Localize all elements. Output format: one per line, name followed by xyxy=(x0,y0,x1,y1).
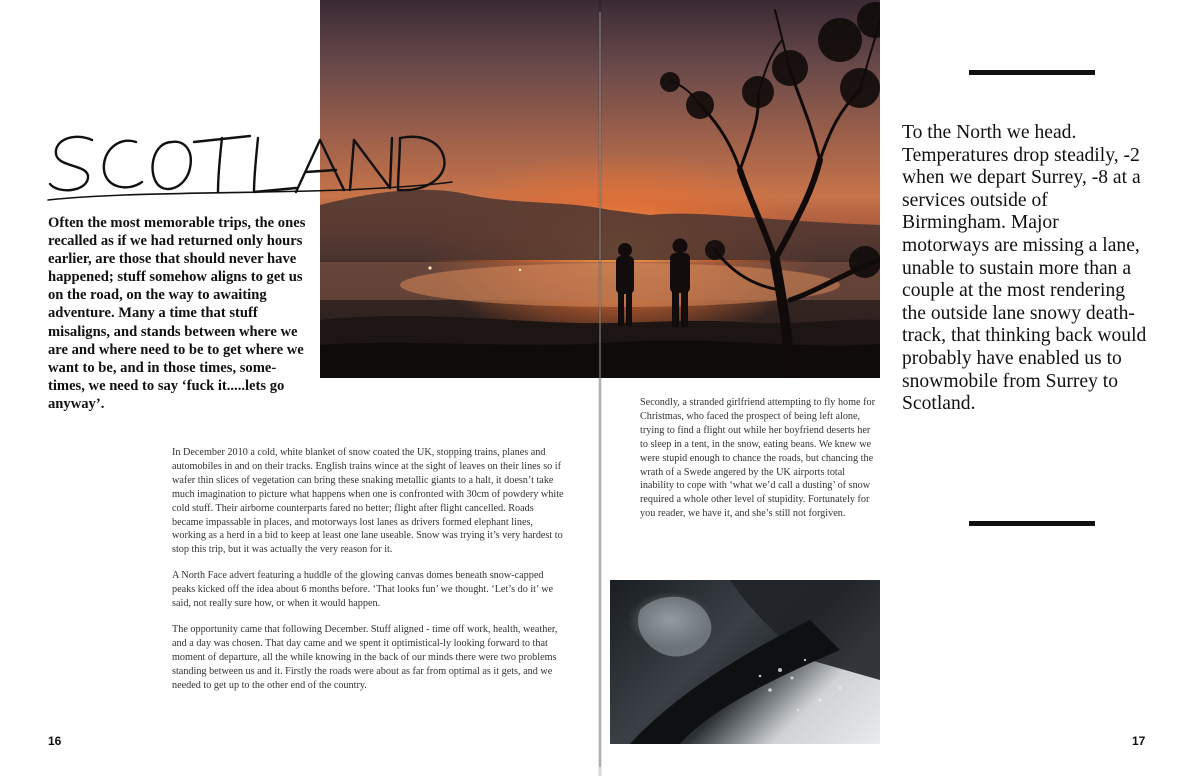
body-text-left xyxy=(172,446,564,705)
spread-gutter-line xyxy=(599,12,601,767)
body-paragraph-1: In December 2010 a cold, white blanket of snow coated the UK, stopping trains, planes and automobiles in and on their tracks. English trains wince at the sight of leaves on their lines so if wafer thin slices of vegetation can bring these snaking metallic giants to a halt, it doesn’t take much imagination to picture what happens when one is confronted with 30cm of powdery white cold stuff. Their airborne counterparts fared no better; flight after flight cancelled. Roads became impassable in places, and motorways lost lanes as drivers formed elephant lines, working as a herd in a bid to keep at least one lane useable. Snow was trying it’s very hardest to stop this trip, but it was actually the very reason for it. xyxy=(172,447,564,556)
body-paragraph-2: A North Face advert featuring a huddle of the glowing canvas domes beneath snow-capped peaks kicked off the idea about 6 months before. ‘That looks fun’ we thought. ‘Let’s do it’ we said, not really sure how, or when it would happen. xyxy=(172,570,554,610)
intro-paragraph: Often the most memorable trips, the ones recalled as if we had returned only hours earlier, are those that should never have happened; stuff somehow aligns to get us on the road, on the way to awaiting adventure. Many a time that stuff misaligns, and stands between where we are and where need to be to get where we want to be, and in those times, some-times, we need to say ‘fuck it.....lets go anyway’. xyxy=(48,215,306,412)
pull-quote-bottom-rule xyxy=(969,521,1095,526)
scotland-title xyxy=(44,112,454,212)
body-paragraph-4: Secondly, a stranded girlfriend attempting to fly home for Christmas, who faced the prospect of being left alone, trying to find a flight out while her boyfriend deserts her to sleep in a tent, in the snow, eating beans. We knew we were stupid enough to chance the roads, but chancing the wrath of a Swede angered by the UK airports total inability to cope with ‘what we’d call a dusting’ of snow required a whole other level of stupidity. Fortunately for you reader, we have it, and she’s still not forgiven. xyxy=(640,397,876,520)
page-number-left: 16 xyxy=(48,734,62,748)
body-paragraph-3: The opportunity came that following December. Stuff aligned - time off work, health, weather, and a day was chosen. That day came and we spent it optimistical-ly looking forward to that moment of departure, all the while knowing in the back of our minds there were two problems standing between us and it. Firstly the roads were about as far from optimal as it gets, and we needed to get up to the other end of the country. xyxy=(172,623,558,691)
scotland-script-lettering xyxy=(44,112,454,212)
pull-quote: To the North we head. Temperatures drop steadily, -2 when we depart Surrey, -8 at a services outside of Birmingham. Major motorways are missing a lane, unable to sustain more than a couple at the most rendering the outside lane snowy death-track, that thinking back would probably have enabled us to snowmobile from Surrey to Scotland. xyxy=(902,122,1147,415)
pull-quote-top-rule xyxy=(969,70,1095,75)
body-text-right xyxy=(640,396,880,521)
page-number-right: 17 xyxy=(1132,734,1146,748)
ice-closeup-photo xyxy=(610,580,880,744)
